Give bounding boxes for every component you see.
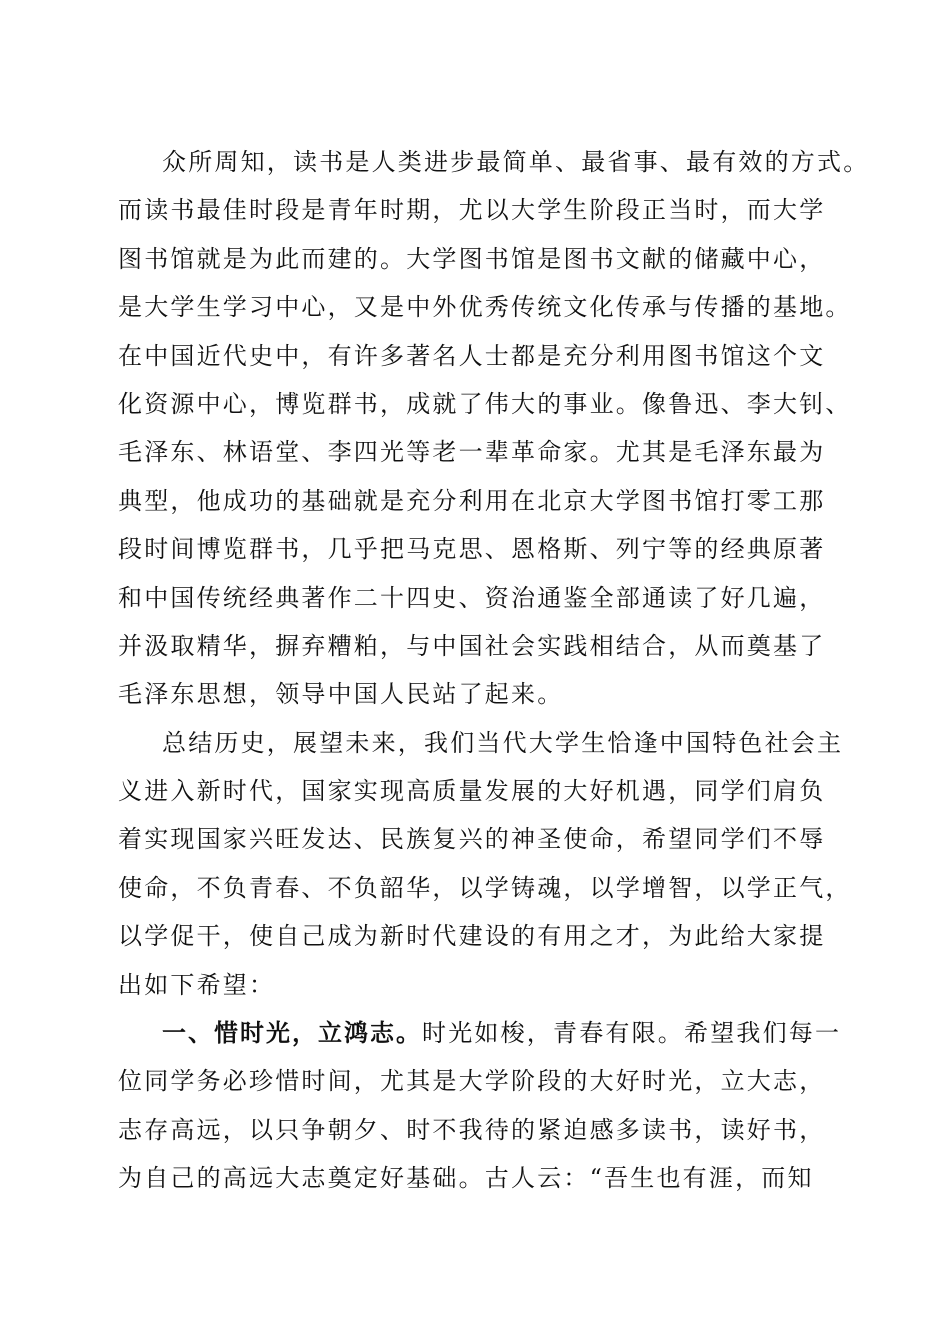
text-line: 化资源中心，博览群书，成就了伟大的事业。像鲁迅、李大钊、 [118, 389, 852, 418]
text-line: 在中国近代史中，有许多著名人士都是充分利用图书馆这个文 [118, 341, 826, 370]
text-line: 着实现国家兴旺发达、民族复兴的神圣使命，希望同学们不辱 [118, 825, 826, 854]
text-line: 而读书最佳时段是青年时期，尤以大学生阶段正当时，而大学 [118, 196, 826, 225]
text-line: 使命，不负青春、不负韶华，以学铸魂，以学增智，以学正气， [118, 873, 852, 902]
text-line: 义进入新时代，国家实现高质量发展的大好机遇，同学们肩负 [118, 777, 826, 806]
text-line: 位同学务必珍惜时间，尤其是大学阶段的大好时光，立大志， [118, 1067, 826, 1096]
text-line: 总结历史，展望未来，我们当代大学生恰逢中国特色社会主 [162, 728, 844, 757]
paragraph-section-one [118, 1009, 842, 1203]
paragraph-intro [118, 138, 870, 719]
text-line: 出如下希望： [118, 970, 276, 999]
section-heading: 一、惜时光，立鸿志。 [162, 1019, 422, 1048]
text-line: 毛泽东思想，领导中国人民站了起来。 [118, 680, 564, 709]
text-line: 以学促干，使自己成为新时代建设的有用之才，为此给大家提 [118, 922, 826, 951]
text-line: 段时间博览群书，几乎把马克思、恩格斯、列宁等的经典原著 [118, 535, 826, 564]
text-line: 典型，他成功的基础就是充分利用在北京大学图书馆打零工那 [118, 486, 826, 515]
text-line: 众所周知，读书是人类进步最简单、最省事、最有效的方式。 [162, 148, 870, 176]
section-text: 时光如梭，青春有限。希望我们每一 [422, 1019, 842, 1048]
text-line: 毛泽东、林语堂、李四光等老一辈革命家。尤其是毛泽东最为 [118, 438, 826, 467]
text-line [118, 1009, 842, 1057]
text-line: 并汲取精华，摒弃糟粕，与中国社会实践相结合，从而奠基了 [118, 631, 826, 660]
paragraph-summary [118, 719, 852, 1009]
text-line: 为自己的高远大志奠定好基础。古人云：“吾生也有涯，而知 [118, 1164, 814, 1193]
text-line: 和中国传统经典著作二十四史、资治通鉴全部通读了好几遍， [118, 583, 826, 612]
text-line: 志存高远，以只争朝夕、时不我待的紧迫感多读书，读好书， [118, 1115, 826, 1144]
text-line: 图书馆就是为此而建的。大学图书馆是图书文献的储藏中心， [118, 244, 826, 273]
text-line: 是大学生学习中心，又是中外优秀传统文化传承与传播的基地。 [118, 293, 852, 322]
body-text [118, 138, 870, 1203]
